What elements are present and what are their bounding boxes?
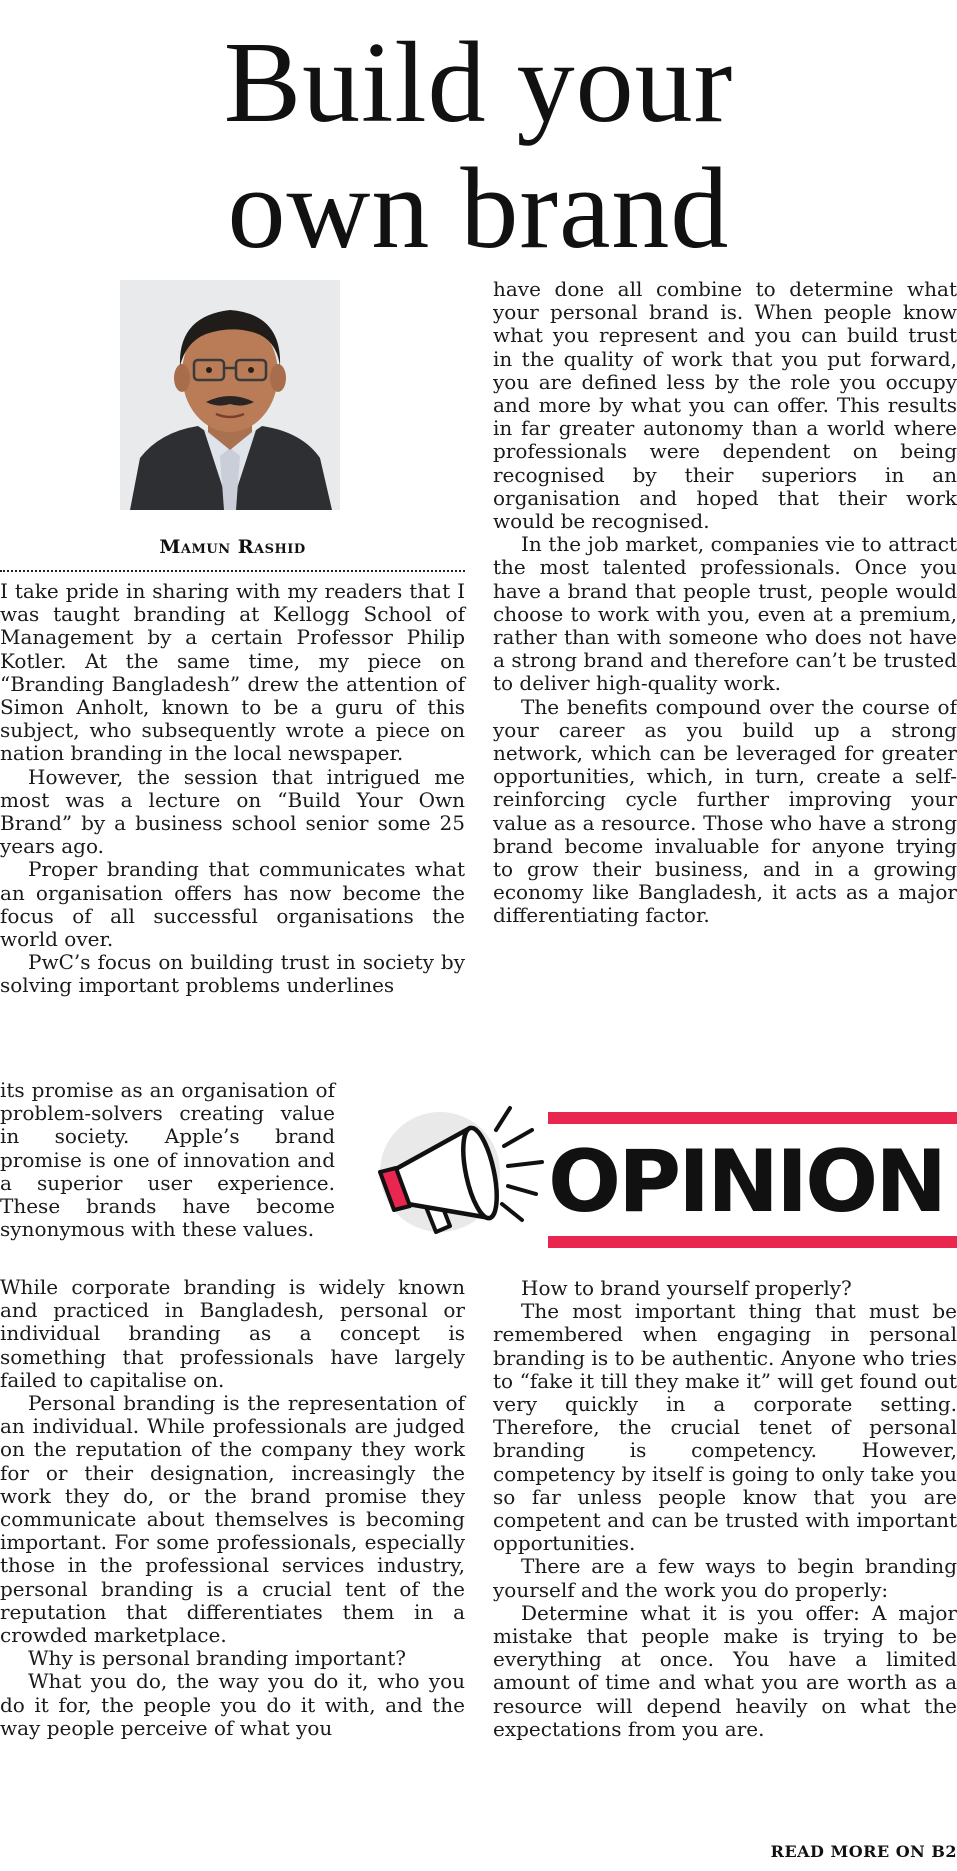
author-photo xyxy=(120,280,340,510)
opinion-bottom-bar xyxy=(548,1236,957,1248)
paragraph: Determine what it is you offer: A major mistake that people make is trying to be everything at once. You have a limited amount of time and what you are worth as a resource will depend heavily on what the expectations from you are. xyxy=(493,1600,957,1741)
right-column-bottom xyxy=(493,1277,957,1741)
paragraph: I take pride in sharing with my readers that I was taught branding at Kellogg School of Management by a certain Professor Philip Kotler. At the same time, my piece on “Branding Bangladesh” drew the attention of Simon Anholt, known to be a guru of this subject, who subsequently wrote a piece on nation branding in the local newspaper. xyxy=(0,579,465,766)
headline xyxy=(0,20,957,272)
paragraph: While corporate branding is widely known and practiced in Bangladesh, personal or individual branding as a concept is something that professionals have largely failed to capitalise on. xyxy=(0,1275,465,1392)
paragraph: What you do, the way you do it, who you do it for, the people you do it with, and the way people perceive of what you xyxy=(0,1669,465,1740)
left-column-bottom xyxy=(0,1276,465,1740)
paragraph: The most important thing that must be remembered when engaging in personal branding is to be authentic. Anyone who tries to “fake it till they make it” will get found out very quickly in a corporate setting. Therefore, the crucial tenet of personal branding is competency. However, competency by itself is going to only take you so far unless people know that you are competent and can be trusted with important opportunities. xyxy=(493,1299,957,1556)
opinion-top-bar xyxy=(548,1112,957,1124)
paragraph: In the job market, companies vie to attract the most talented professionals. Once you have a brand that people trust, people would choose to work with you, even at a premium, rather than with someone who does not have a strong brand and therefore can’t be trusted to deliver high-quality work. xyxy=(493,532,957,696)
paragraph: Proper branding that communicates what an organisation offers has now become the focus of all successful organisations the world over. xyxy=(0,857,465,952)
paragraph: There are a few ways to begin branding yourself and the work you do properly: xyxy=(493,1554,957,1602)
headline-line-1: Build your xyxy=(223,19,734,147)
left-column-top xyxy=(0,580,465,998)
author-portrait xyxy=(120,280,340,510)
paragraph: However, the session that intrigued me most was a lecture on “Build Your Own Brand” by a business school senior some 25 years ago. xyxy=(0,764,465,859)
subheading: How to brand yourself properly? xyxy=(521,1276,852,1300)
paragraph: PwC’s focus on building trust in society by solving important problems underlines xyxy=(0,950,465,998)
left-column-wrap xyxy=(0,1079,335,1241)
byline: Mamun Rashid xyxy=(159,536,306,558)
megaphone-icon xyxy=(350,1100,550,1260)
opinion-label: OPINION xyxy=(548,1132,945,1232)
paragraph: have done all combine to determine what your personal brand is. When people know what you represent and you can build trust in the quality of work that you put forward, you are defined less by the role you occupy and more by what you can offer. This results in far greater autonomy than a world where professionals were dependent on being recognised by their superiors in an organisation and hoped that their work would be recognised. xyxy=(493,277,957,534)
paragraph: The benefits compound over the course of your career as you build up a strong network, which can be leveraged for greater opportunities, which, in turn, create a self-reinforcing cycle further improving your value as a resource. Those who have a strong brand become invaluable for anyone trying to grow their business, and in a growing economy like Bangladesh, it acts as a major differentiating factor. xyxy=(493,694,957,928)
opinion-banner xyxy=(350,1100,957,1260)
headline-line-2: own brand xyxy=(227,145,730,273)
paragraph: Personal branding is the representation of an individual. While professionals are judged on the reputation of the company they work for or their designation, increasingly the work they do, or the brand promise they communicate about themselves is becoming important. For some professionals, especially those in the professional services industry, personal branding is a crucial tent of the reputation that differentiates them in a crowded marketplace. xyxy=(0,1391,465,1648)
read-more-link[interactable]: READ MORE ON B2 xyxy=(770,1842,957,1861)
byline-divider xyxy=(0,570,465,572)
subheading: Why is personal branding important? xyxy=(28,1646,406,1671)
right-column-top xyxy=(493,278,957,928)
paragraph: its promise as an organisation of problem-solvers creating value in society. Apple’s brand promise is one of innovation and a superior user experience. These brands have become synonymous with these values. xyxy=(0,1078,335,1242)
